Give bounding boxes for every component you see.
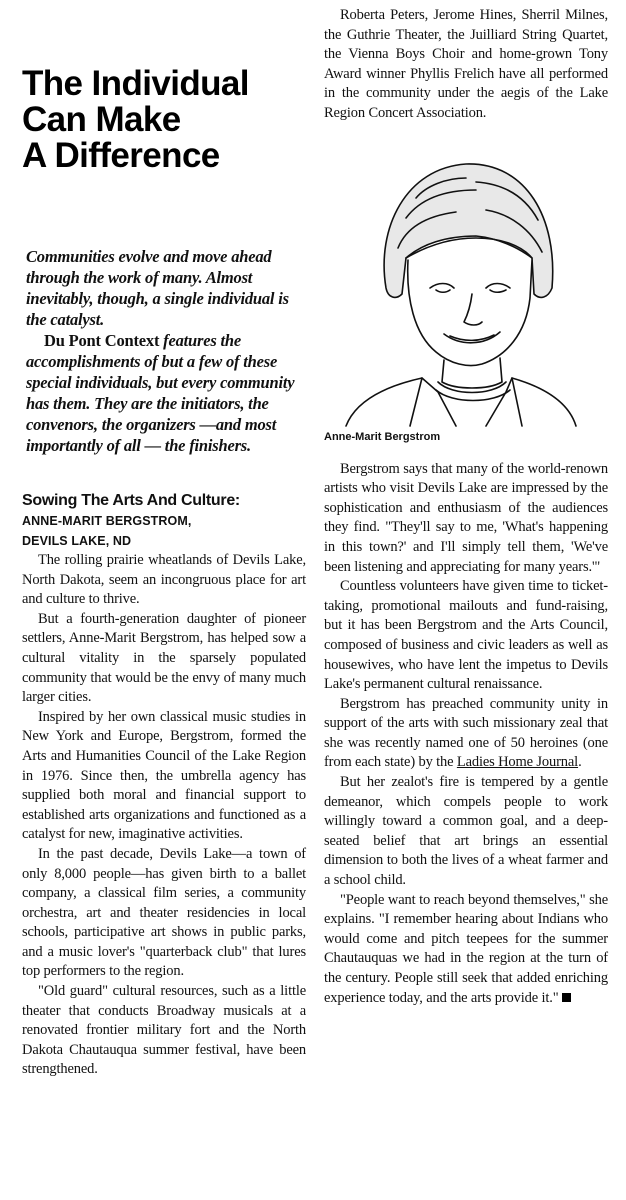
portrait-caption: Anne-Marit Bergstrom — [324, 430, 441, 443]
right-top-body — [324, 6, 608, 124]
byline-place: DEVILS LAKE, ND — [22, 534, 132, 548]
journal-text-after: . — [578, 754, 582, 771]
intro-deck — [22, 246, 306, 456]
body-paragraph: Bergstrom says that many of the world-renown artists who visit Devils Lake are impressed by the sophistication and enthusiasm of the audiences they find. "They'll say to me, 'What's happening in this town?' and I'll simply tell them, 'We've been listening and appreciating for many years.'" — [324, 460, 608, 575]
headline — [22, 62, 306, 174]
body-paragraph: In the past decade, Devils Lake—a town of only 8,000 people—has given birth to a ballet company, a classical film series, a community orchestra, art and theater residencies in local schools, participative art shows in public parks, and a music lover's "quarterback club" that lures top performers to the region. — [22, 845, 306, 980]
left-column — [22, 62, 306, 1080]
body-paragraph: But a fourth-generation daughter of pioneer settlers, Anne-Marit Bergstrom, has helped sow a cultural vitality in the sparsely populated community that would be the envy of many much larger cities. — [22, 610, 306, 706]
intro-lead: Du Pont Context — [44, 331, 160, 350]
body-paragraph: The rolling prairie wheatlands of Devils Lake, North Dakota, seem an incongruous place for art and culture to thrive. — [22, 552, 306, 608]
headline-line-3: A Difference — [22, 136, 220, 175]
intro-rest: features the accomplishments of but a few of these special individuals, but every community has them. They are the initiators, the convenors, the organizers —and most importantly of all — the finishers. — [26, 331, 295, 455]
journal-text-before: Bergstrom has preached community unity in support of the arts with such missionary zeal that she was recently named one of 50 heroines (one from each state) by the — [324, 695, 608, 771]
final-text: "People want to reach beyond themselves," she explains. "I remember hearing about Indians who would come and pitch teepees for the summer Chautauquas we had in the region at the turn of the century. People still seek that added enriching experience today, and the arts provide it." — [324, 891, 608, 1006]
headline-line-2: Can Make — [22, 100, 181, 139]
intro-paragraph-1: Communities evolve and move ahead through the work of many. Almost inevitably, though, a single individual is the catalyst. — [26, 247, 289, 329]
body-paragraph: Inspired by her own classical music studies in New York and Europe, Bergstrom, formed the Arts and Humanities Council of the Lake Region in 1976. Since then, the umbrella agency has supplied both moral and financial support to established arts organizations and functioned as a catalyst for new, imaginative activities. — [22, 708, 306, 843]
journal-title: Ladies Home Journal — [456, 754, 579, 771]
intro-paragraph-2 — [26, 330, 306, 456]
portrait-illustration — [326, 138, 596, 428]
section-title: Sowing The Arts And Culture: — [22, 492, 240, 509]
left-body — [22, 551, 306, 1080]
body-paragraph — [324, 695, 608, 773]
body-paragraph: Countless volunteers have given time to ticket-taking, promotional mailouts and fund-raising, but it has been Bergstrom and the Arts Council, composed of business and civic leaders as well as housewives, who have lent the impetus to Devils Lake's permanent cultural renaissance. — [324, 578, 608, 693]
end-mark-icon — [562, 993, 571, 1002]
byline-name: ANNE-MARIT BERGSTROM, — [22, 514, 192, 528]
body-paragraph: But her zealot's fire is tempered by a gentle demeanor, which compels people to work willingly toward a common goal, and a deep-seated belief that art brings an essential dimension to both the lives of a wheat farmer and a school child. — [324, 774, 608, 889]
body-paragraph: "Old guard" cultural resources, such as a little theater that conducts Broadway musicals at a renovated frontier military fort and the North Dakota Chautauqua summer festival, have been strengthened. — [22, 983, 306, 1078]
body-paragraph: Roberta Peters, Jerome Hines, Sherril Milnes, the Guthrie Theater, the Juilliard String Quartet, the Vienna Boys Choir and home-grown Tony Award winner Phyllis Frelich have all performed in the community under the aegis of the Lake Region Concert Association. — [324, 7, 608, 121]
right-column — [324, 6, 608, 1008]
body-paragraph-final — [324, 891, 608, 1009]
headline-line-1: The Individual — [22, 64, 249, 103]
right-body — [324, 460, 608, 1009]
